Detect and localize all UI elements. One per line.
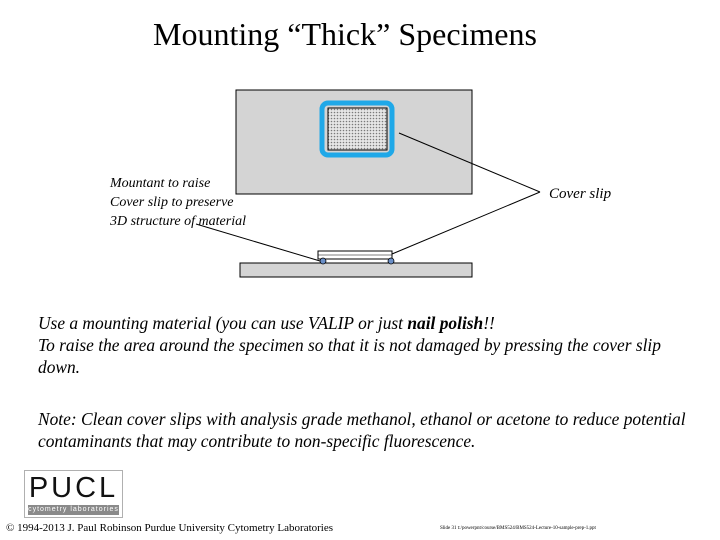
mountant-drop-right bbox=[388, 258, 394, 264]
cover-slip-label: Cover slip bbox=[549, 186, 612, 202]
mountant-label-line-3: 3D structure of material bbox=[110, 214, 246, 229]
cover-slip-pointer-line bbox=[392, 192, 540, 254]
logo-sub-text: cytometry laboratories bbox=[28, 506, 119, 513]
mountant-drop-left bbox=[320, 258, 326, 264]
instruction-bold: nail polish bbox=[407, 313, 484, 333]
mountant-label bbox=[110, 174, 246, 231]
instruction-part-1: Use a mounting material (you can use VALIP or just bbox=[38, 313, 408, 333]
slide-side-view bbox=[240, 263, 472, 277]
slide-title: Mounting “Thick” Specimens bbox=[153, 16, 537, 52]
specimen bbox=[328, 108, 387, 150]
instruction-part-2: !! bbox=[483, 313, 495, 333]
mountant-label-line-2: Cover slip to preserve bbox=[110, 195, 234, 210]
footer-copyright: © 1994-2013 J. Paul Robinson Purdue University Cytometry Laboratories bbox=[6, 522, 334, 534]
instruction-line-2: To raise the area around the specimen so that it is not damaged by pressing the cover slip down. bbox=[38, 335, 661, 377]
mountant-label-line-1: Mountant to raise bbox=[110, 176, 211, 191]
pucl-logo bbox=[24, 470, 123, 518]
note-text: Note: Clean cover slips with analysis grade methanol, ethanol or acetone to reduce potential contaminants that may contribute to non-specific fluorescence. bbox=[38, 409, 686, 451]
logo-main-text: PUCL bbox=[28, 472, 119, 504]
instruction-text bbox=[38, 312, 698, 378]
footer-slide-ref: Slide 31 t:/powerpnt/course/BMS524/BMS524-Lecture-10-sample-prep-1.ppt bbox=[440, 526, 596, 531]
